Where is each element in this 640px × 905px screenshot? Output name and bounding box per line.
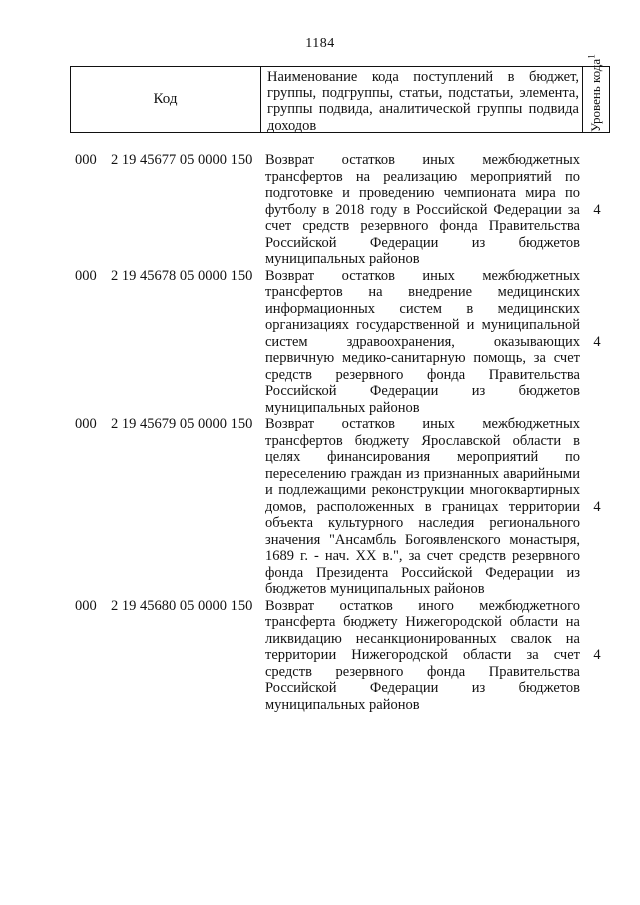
row-description: Возврат остатков иных межбюджетных трансфертов на реализацию мероприятий по подготовке и проведению чемпионата мира по футболу в 2018 году в Российской Федерации за счет средств резервного фонда Правительства Российской Федерации из бюджетов муниципальных районов bbox=[265, 152, 580, 267]
row-income-code: 2 19 45677 05 0000 150 bbox=[111, 152, 253, 168]
row-description: Возврат остатков иных межбюджетных трансфертов бюджету Ярославской области в целях финансирования мероприятий по переселению граждан из признанных аварийными и подлежащими реконструкции многоквартирных домов, расположенных в границах территории объекта культурного наследия регионального значения "Ансамбль Богоявленского монастыря, 1689 г. - нач. XX в.", за счет средств резервного фонда Президента Российской Федерации из бюджетов муниципальных районов bbox=[265, 416, 580, 597]
row-description: Возврат остатков иных межбюджетных трансфертов на внедрение медицинских информационных систем в медицинских организациях государственной и муниципальной систем здравоохранения, оказывающих первичную медико-санитарную помощь, за счет средств резервного фонда Правительства Российской Федерации из бюджетов муниципальных районов bbox=[265, 267, 580, 416]
header-code-column bbox=[71, 67, 261, 132]
row-level: 4 bbox=[593, 201, 601, 218]
header-level-footnote: 1 bbox=[586, 53, 597, 59]
row-income-code: 2 19 45680 05 0000 150 bbox=[111, 597, 253, 614]
row-level: 4 bbox=[593, 498, 601, 515]
row-admin-code: 000 bbox=[75, 152, 97, 168]
table-row bbox=[0, 152, 640, 268]
row-description: Возврат остатков иного межбюджетного трансферта бюджету Нижегородской области на ликвидацию несанкционированных свалок на территории Нижегородской области за счет средств резервного фонда Правительства Российской Федерации из бюджетов муниципальных районов bbox=[265, 597, 580, 713]
row-admin-code: 000 bbox=[75, 416, 97, 432]
row-income-code: 2 19 45679 05 0000 150 bbox=[111, 416, 253, 432]
table-header bbox=[70, 53, 610, 134]
row-level: 4 bbox=[593, 647, 601, 663]
header-name-column bbox=[261, 67, 583, 132]
header-level-column bbox=[583, 53, 609, 132]
table-row bbox=[0, 416, 640, 598]
header-code-label: Код bbox=[153, 91, 178, 107]
table-row bbox=[0, 268, 640, 417]
header-level-label: Уровень кода bbox=[588, 58, 603, 132]
table-row bbox=[0, 598, 640, 714]
header-name-label: Наименование кода поступлений в бюджет, группы, подгруппы, статьи, подстатьи, элемента, группы подвида, аналитической группы подвида доходов bbox=[267, 69, 579, 134]
row-admin-code: 000 bbox=[75, 597, 97, 614]
row-income-code: 2 19 45678 05 0000 150 bbox=[111, 267, 253, 284]
header-level-rotated bbox=[586, 53, 603, 132]
row-level: 4 bbox=[593, 333, 601, 350]
page-number: 1184 bbox=[305, 36, 335, 51]
row-admin-code: 000 bbox=[75, 267, 97, 284]
table-body bbox=[0, 152, 640, 713]
